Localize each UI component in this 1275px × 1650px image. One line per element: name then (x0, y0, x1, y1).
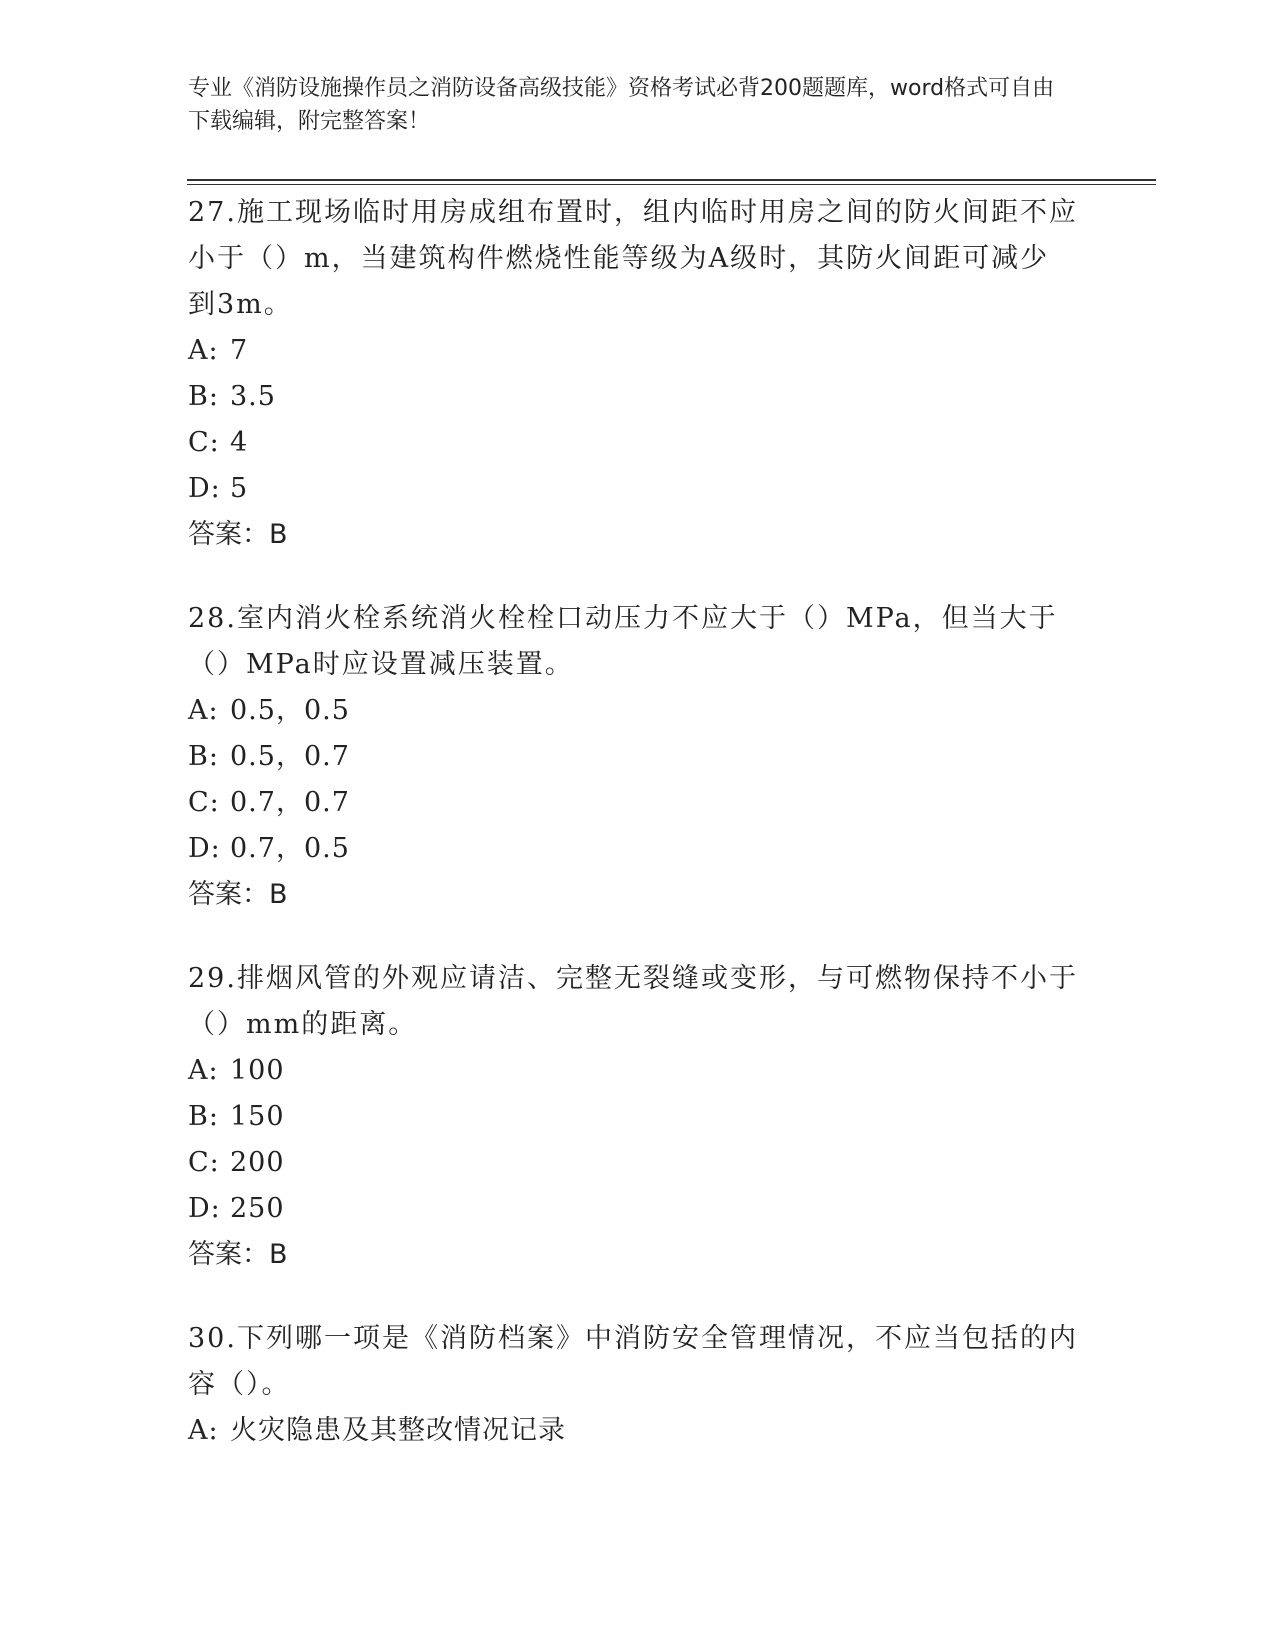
option-key: C: (188, 787, 220, 818)
option-a (188, 1408, 1088, 1454)
option-value: 200 (230, 1147, 285, 1178)
option-key: B: (188, 741, 219, 772)
option-value: 100 (230, 1055, 285, 1086)
option-key: A: (188, 1415, 219, 1446)
option-key: A: (188, 335, 219, 366)
option-value: 0.7，0.7 (230, 787, 350, 818)
option-b (188, 374, 1088, 420)
option-value: 250 (230, 1193, 285, 1224)
option-value: 0.7，0.5 (230, 833, 350, 864)
question-28 (188, 596, 1088, 918)
question-27 (188, 190, 1088, 558)
option-a (188, 1048, 1088, 1094)
option-c (188, 1140, 1088, 1186)
question-30 (188, 1316, 1088, 1454)
option-key: A: (188, 1055, 219, 1086)
header-divider-thin (187, 184, 1156, 185)
question-text: 27.施工现场临时用房成组布置时，组内临时用房之间的防火间距不应小于（）m，当建筑构件燃烧性能等级为A级时，其防火间距可减少到3m。 (188, 197, 1078, 320)
document-header: 专业《消防设施操作员之消防设备高级技能》资格考试必背200题题库，word格式可自由下载编辑，附完整答案！ (188, 76, 1055, 134)
option-d (188, 826, 1088, 872)
option-c (188, 420, 1088, 466)
option-value: 0.5，0.5 (230, 695, 350, 726)
answer-line: 答案：B (188, 879, 288, 910)
question-list (188, 190, 1088, 1492)
option-key: C: (188, 1147, 220, 1178)
question-text: 28.室内消火栓系统消火栓栓口动压力不应大于（）MPa，但当大于（）MPa时应设置减压装置。 (188, 603, 1058, 680)
option-d (188, 1186, 1088, 1232)
question-29 (188, 956, 1088, 1278)
option-key: D: (188, 1193, 221, 1224)
header-divider-thick (187, 179, 1156, 181)
option-key: D: (188, 833, 221, 864)
option-d (188, 466, 1088, 512)
option-a (188, 328, 1088, 374)
option-b (188, 734, 1088, 780)
option-key: B: (188, 1101, 219, 1132)
option-value: 0.5，0.7 (230, 741, 350, 772)
option-value: 5 (230, 473, 249, 504)
option-value: 150 (230, 1101, 285, 1132)
option-b (188, 1094, 1088, 1140)
option-key: C: (188, 427, 220, 458)
question-text: 30.下列哪一项是《消防档案》中消防安全管理情况，不应当包括的内容（）。 (188, 1323, 1078, 1400)
option-key: B: (188, 381, 219, 412)
option-a (188, 688, 1088, 734)
answer-line: 答案：B (188, 519, 288, 550)
option-c (188, 780, 1088, 826)
option-value: 3.5 (230, 381, 276, 412)
option-key: D: (188, 473, 221, 504)
option-value: 4 (230, 427, 249, 458)
option-key: A: (188, 695, 219, 726)
answer-line: 答案：B (188, 1239, 288, 1270)
question-text: 29.排烟风管的外观应请洁、完整无裂缝或变形，与可燃物保持不小于（）mm的距离。 (188, 963, 1078, 1040)
option-value: 火灾隐患及其整改情况记录 (230, 1415, 566, 1446)
option-value: 7 (230, 335, 249, 366)
